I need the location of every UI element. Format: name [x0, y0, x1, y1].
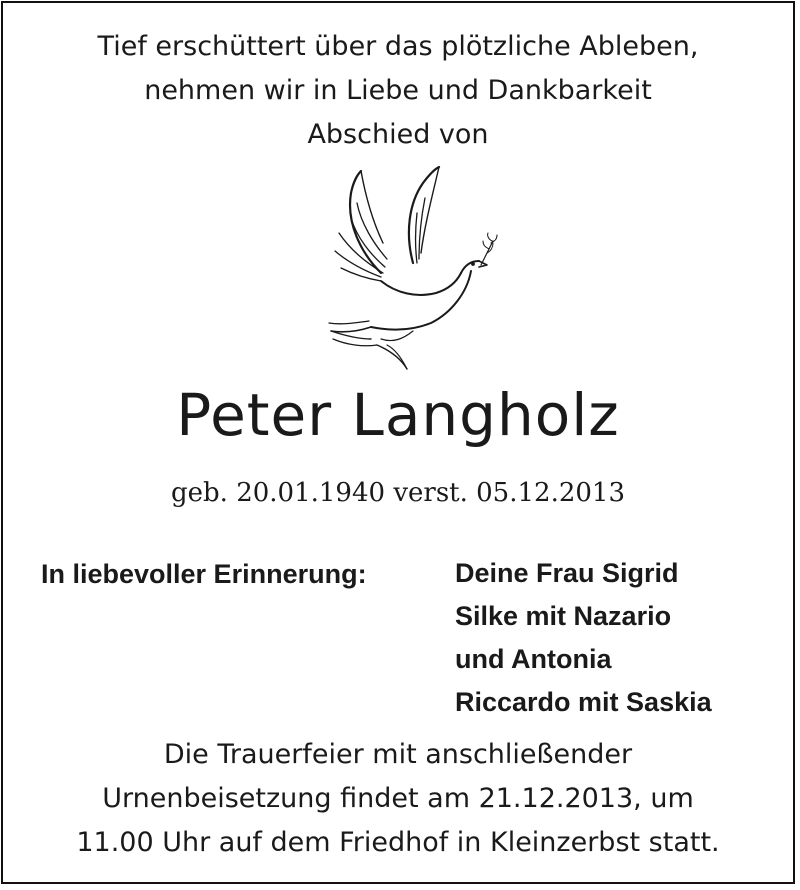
service-line-3: 11.00 Uhr auf dem Friedhof in Kleinzerbst statt. — [76, 827, 720, 858]
intro-line-2: nehmen wir in Liebe und Dankbarkeit — [144, 75, 652, 106]
life-dates: geb. 20.01.1940 verst. 05.12.2013 — [170, 478, 626, 508]
service-info — [3, 733, 793, 865]
mourner-line: und Antonia — [455, 644, 612, 674]
deceased-name: Peter Langholz — [176, 381, 620, 449]
mourner-line: Deine Frau Sigrid — [455, 558, 679, 588]
mourner-line: Riccardo mit Saskia — [455, 687, 712, 717]
memory-label: In liebevoller Erinnerung: — [41, 559, 367, 589]
obituary-notice — [1, 1, 795, 884]
service-line-2: Urnenbeisetzung findet am 21.12.2013, um — [102, 783, 694, 814]
service-line-1: Die Trauerfeier mit anschließender — [163, 739, 633, 770]
intro-text — [3, 25, 793, 157]
mourner-line: Silke mit Nazario — [455, 601, 672, 631]
intro-line-1: Tief erschüttert über das plötzliche Ableben, — [97, 31, 699, 62]
intro-line-3: Abschied von — [307, 119, 489, 150]
mourners-list — [455, 552, 712, 724]
dove-with-olive-branch-icon — [321, 163, 501, 373]
